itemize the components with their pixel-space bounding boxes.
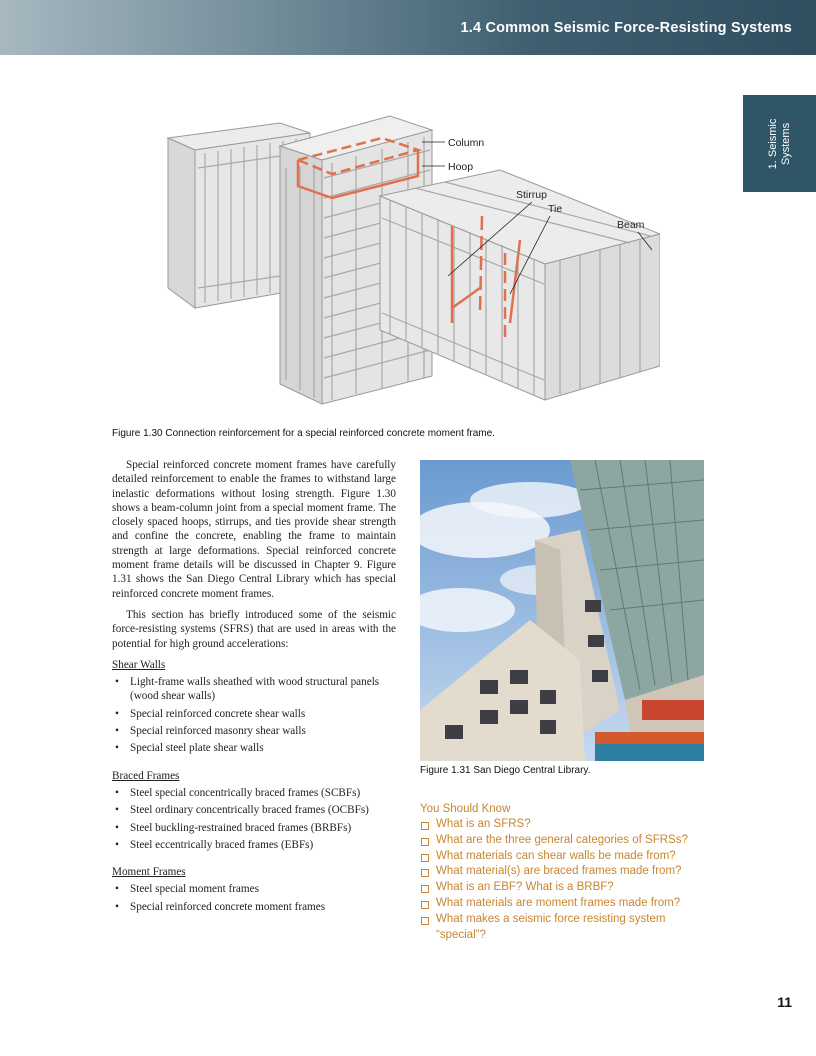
- body-text-column: [112, 458, 396, 927]
- label-tie: Tie: [548, 203, 563, 215]
- moment-frames-list: [112, 882, 396, 914]
- body-paragraph-1: Special reinforced concrete moment frames have carefully detailed reinforcement to enable the frames to withstand large inelastic deformations without losing strength. Figure 1.30 shows a beam-column joint from a special moment frame. The closely spaced hoops, stirrups, and ties provide shear strength and confine the concrete, enabling the frame to maintain strength at large deformations. Special reinforced concrete moment frame details will be discussed in Chapter 9. Figure 1.31 shows the San Diego Central Library which has special reinforced concrete moment frames.: [112, 459, 396, 600]
- chapter-side-tab[interactable]: [743, 95, 816, 192]
- checklist-item: What are the three general categories of SFRSs?: [420, 833, 710, 849]
- beam-column-joint-illustration: [160, 108, 660, 424]
- list-item: • Special reinforced concrete shear walls: [112, 707, 396, 721]
- list-item: • Steel ordinary concentrically braced frames (OCBFs): [112, 803, 396, 817]
- chapter-tab-label: [767, 118, 793, 169]
- list-item: • Light-frame walls sheathed with wood structural panels (wood shear walls): [112, 675, 396, 704]
- figure-1-31-photo: [420, 460, 704, 761]
- braced-frames-heading: Braced Frames: [112, 769, 180, 782]
- library-photo-illustration: [420, 460, 704, 761]
- you-should-know-list: [420, 817, 710, 943]
- figure-1-31-caption: Figure 1.31 San Diego Central Library.: [420, 765, 591, 776]
- header-band: [0, 0, 816, 55]
- list-item: • Steel special concentrically braced frames (SCBFs): [112, 786, 396, 800]
- shear-walls-list: [112, 675, 396, 755]
- chapter-tab-line1: 1. Seismic: [766, 118, 779, 169]
- shear-walls-heading: Shear Walls: [112, 658, 166, 671]
- list-item: • Special reinforced concrete moment frames: [112, 900, 396, 914]
- you-should-know-title: You Should Know: [420, 803, 511, 815]
- list-item: • Steel buckling-restrained braced frames (BRBFs): [112, 821, 396, 835]
- checklist-item: What makes a seismic force resisting system “special”?: [420, 912, 710, 944]
- list-item: • Special steel plate shear walls: [112, 741, 396, 755]
- label-hoop: Hoop: [448, 161, 474, 173]
- moment-frames-heading: Moment Frames: [112, 866, 186, 879]
- page-number: 11: [777, 994, 792, 1010]
- checklist-item: What is an SFRS?: [420, 817, 710, 833]
- list-item: • Steel eccentrically braced frames (EBFs): [112, 838, 396, 852]
- figure-1-30-caption: Figure 1.30 Connection reinforcement for a special reinforced concrete moment frame.: [112, 428, 495, 439]
- label-stirrup: Stirrup: [516, 189, 547, 201]
- checklist-item: What is an EBF? What is a BRBF?: [420, 880, 710, 896]
- braced-frames-list: [112, 786, 396, 852]
- you-should-know-box: [420, 803, 710, 943]
- chapter-tab-line2: Systems: [779, 122, 792, 165]
- checklist-item: What materials can shear walls be made from?: [420, 849, 710, 865]
- list-item: • Special reinforced masonry shear walls: [112, 724, 396, 738]
- body-paragraph-2: This section has briefly introduced some of the seismic force-resisting systems (SFRS) that are used in areas with the potential for high ground accelerations:: [112, 608, 396, 650]
- label-column: Column: [448, 137, 485, 149]
- checklist-item: What material(s) are braced frames made from?: [420, 864, 710, 880]
- checklist-item: What materials are moment frames made from?: [420, 896, 710, 912]
- list-item: • Steel special moment frames: [112, 882, 396, 896]
- figure-1-30-diagram: [160, 108, 660, 424]
- label-beam: Beam: [617, 219, 645, 231]
- page-header-title: 1.4 Common Seismic Force-Resisting Systems: [460, 20, 792, 36]
